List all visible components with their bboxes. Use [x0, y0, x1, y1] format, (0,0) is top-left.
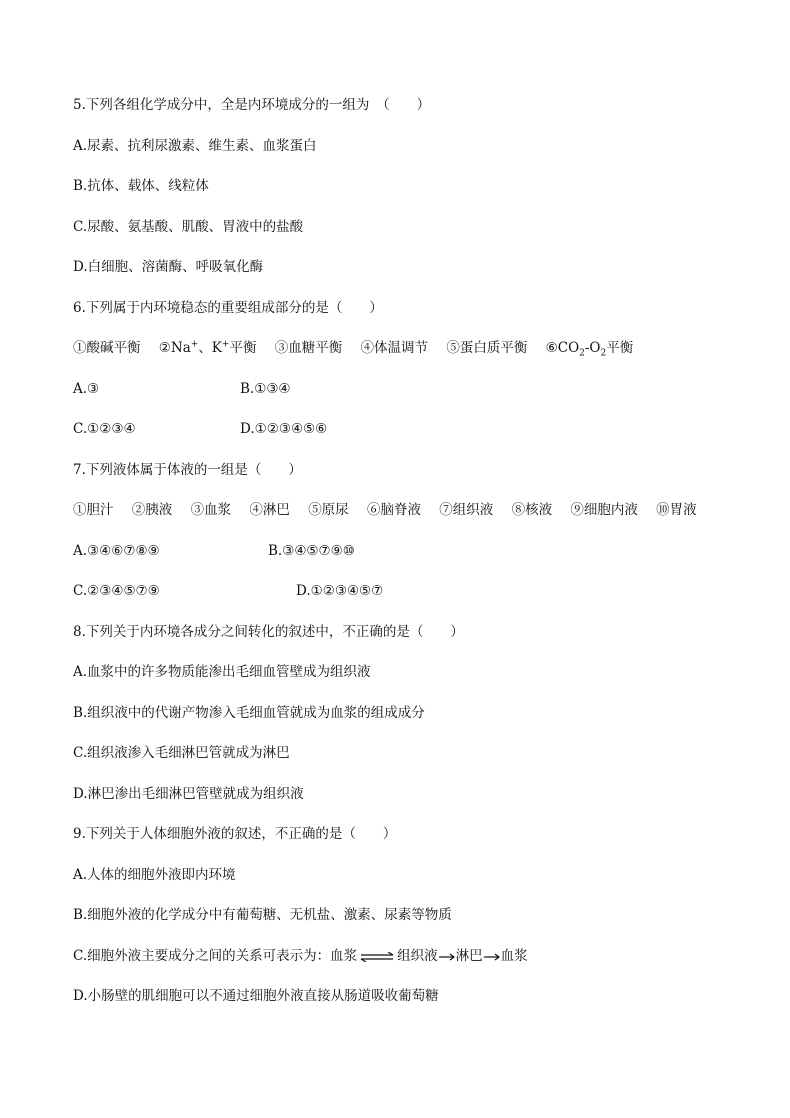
q9-option-a: A.人体的细胞外液即内环境 [73, 867, 236, 883]
q6-item-6: $⑥CO_2-O_2$平衡 [545, 340, 634, 359]
q9-option-d: D.小肠壁的肌细胞可以不通过细胞外液直接从肠道吸收葡萄糖 [73, 988, 439, 1004]
q7-option-a: A.③④⑥⑦⑧⑨ [73, 543, 160, 559]
q5-option-a: A.尿素、抗利尿激素、维生素、血浆蛋白 [73, 138, 317, 154]
q7-stem: 7.下列液体属于体液的一组是（ ） [73, 462, 302, 478]
q9-stem: 9.下列关于人体细胞外液的叙述，不正确的是（ ） [73, 826, 397, 842]
q7-item-8: ⑧核液 [511, 502, 553, 518]
q6-stem: 6.下列属于内环境稳态的重要组成部分的是（ ） [73, 300, 383, 316]
q5-option-b: B.抗体、载体、线粒体 [73, 178, 209, 194]
q7-item-10: ⑩胃液 [656, 502, 697, 518]
q5-option-c: C.尿酸、氨基酸、肌酸、胃液中的盐酸 [73, 219, 304, 235]
q7-option-b: B.③④⑤⑦⑨⑩ [268, 543, 355, 559]
q7-item-3: ③血浆 [190, 502, 232, 518]
q8-option-b: B.组织液中的代谢产物渗入毛细血管就成为血浆的组成成分 [73, 705, 425, 721]
q9-option-c [73, 946, 528, 966]
q8-option-d: D.淋巴渗出毛细淋巴管壁就成为组织液 [73, 786, 304, 802]
q6-option-b: B.①③④ [240, 381, 291, 397]
q6-item-3: ③血糖平衡 [274, 340, 343, 356]
q6-item-1: ①酸碱平衡 [73, 340, 141, 356]
right-arrow-icon [439, 953, 455, 961]
q5-stem: 5.下列各组化学成分中，全是内环境成分的一组为 （ ） [73, 97, 431, 113]
q7-items [73, 500, 697, 520]
q9-option-c-lymph: 淋巴 [455, 948, 483, 964]
q6-item-2: ②Na+、K+平衡 [158, 339, 257, 356]
q7-item-6: ⑥脑脊液 [366, 502, 421, 518]
q7-item-4: ④淋巴 [249, 502, 290, 518]
q7-item-9: ⑨细胞内液 [570, 502, 638, 518]
q9-option-c-prefix: C.细胞外液主要成分之间的关系可表示为：血浆 [73, 948, 358, 964]
q9-option-b: B.细胞外液的化学成分中有葡萄糖、无机盐、激素、尿素等物质 [73, 907, 452, 923]
q8-option-c: C.组织液渗入毛细淋巴管就成为淋巴 [73, 745, 290, 761]
q7-option-d: D.①②③④⑤⑦ [296, 583, 384, 599]
right-arrow-icon [484, 953, 500, 961]
q6-option-c: C.①②③④ [73, 421, 136, 437]
q9-option-c-tissue-fluid: 组织液 [397, 948, 438, 964]
q6-option-a: A.③ [73, 381, 100, 397]
q7-option-c: C.②③④⑤⑦⑨ [73, 583, 160, 599]
q7-item-5: ⑤原尿 [308, 502, 349, 518]
q6-option-d: D.①②③④⑤⑥ [240, 421, 328, 437]
q8-option-a: A.血浆中的许多物质能渗出毛细血管壁成为组织液 [73, 664, 371, 680]
q6-item-4: ④体温调节 [360, 340, 429, 356]
q8-stem: 8.下列关于内环境各成分之间转化的叙述中，不正确的是（ ） [73, 624, 464, 640]
q5-option-d: D.白细胞、溶菌酶、呼吸氧化酶 [73, 259, 264, 275]
q6-items [73, 338, 633, 358]
q9-option-c-plasma: 血浆 [500, 948, 528, 964]
double-arrow-icon [359, 952, 395, 962]
q7-item-7: ⑦组织液 [439, 502, 494, 518]
q6-item-5: ⑤蛋白质平衡 [446, 340, 528, 356]
q7-item-1: ①胆汁 [73, 502, 114, 518]
q7-item-2: ②胰液 [131, 502, 173, 518]
